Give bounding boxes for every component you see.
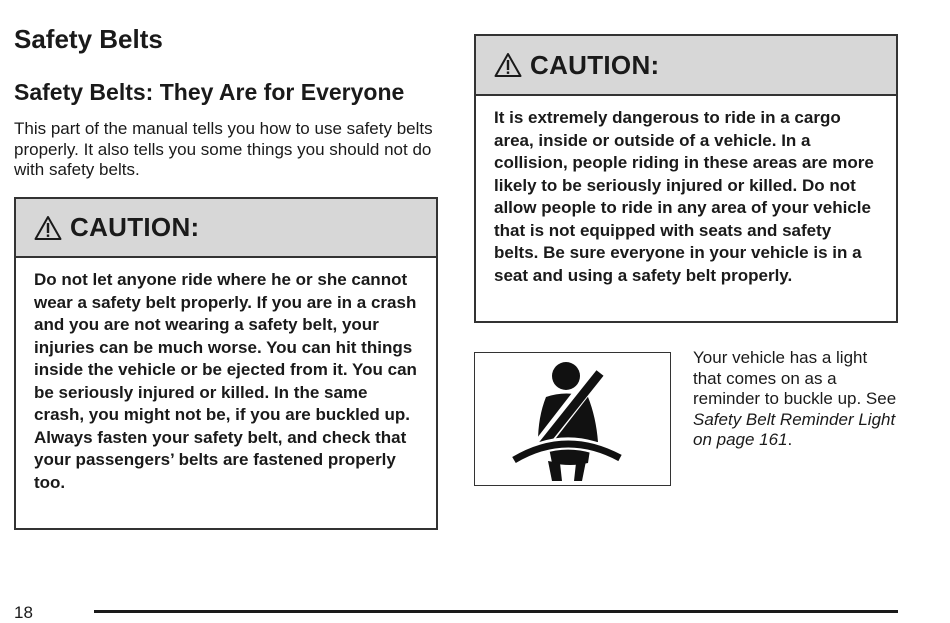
caution-header — [16, 199, 436, 258]
reminder-paragraph — [693, 348, 898, 451]
caution-box-right — [474, 34, 898, 323]
caution-label: CAUTION: — [70, 212, 200, 242]
reminder-reference-link[interactable]: Safety Belt Reminder Light on page 161 — [693, 409, 896, 449]
caution-box-left — [14, 197, 438, 530]
page-number: 18 — [14, 603, 33, 622]
caution-label: CAUTION: — [530, 49, 660, 80]
page-title: Safety Belts — [14, 24, 163, 54]
intro-paragraph: This part of the manual tells you how to use safety belts properly. It also tells you some things you should not do with safety belts. — [14, 119, 433, 179]
seatbelt-reminder-icon-frame — [474, 352, 671, 486]
caution-body: It is extremely dangerous to ride in a cargo area, inside or outside of a vehicle. In a collision, people riding in these areas are more likely to be seriously injured or killed. Do not allow people to ride in any area of your vehicle that is not equipped with seats and safety belts. Be sure everyone in your vehicle is in a seat and using a safety belt properly. — [494, 108, 874, 285]
reminder-text: Your vehicle has a light that comes on as a reminder to buckle up. See — [693, 348, 897, 408]
caution-body: Do not let anyone ride where he or she cannot wear a safety belt properly. If you are in a crash and you are not wearing a safety belt, your injuries can be much worse. You can hit things inside the vehicle or be ejected from it. You can be seriously injured or killed. In the same crash, you might not be, if you are buckled up. Always fasten your safety belt, and check that your passengers’ belts are fastened properly too. — [34, 270, 417, 492]
warning-triangle-icon — [34, 215, 62, 241]
caution-header — [476, 36, 896, 96]
seatbelt-reminder-icon — [508, 357, 638, 481]
warning-triangle-icon — [494, 52, 522, 78]
footer-rule — [94, 610, 898, 613]
section-title: Safety Belts: They Are for Everyone — [14, 79, 405, 105]
reminder-text-end: . — [787, 430, 793, 449]
